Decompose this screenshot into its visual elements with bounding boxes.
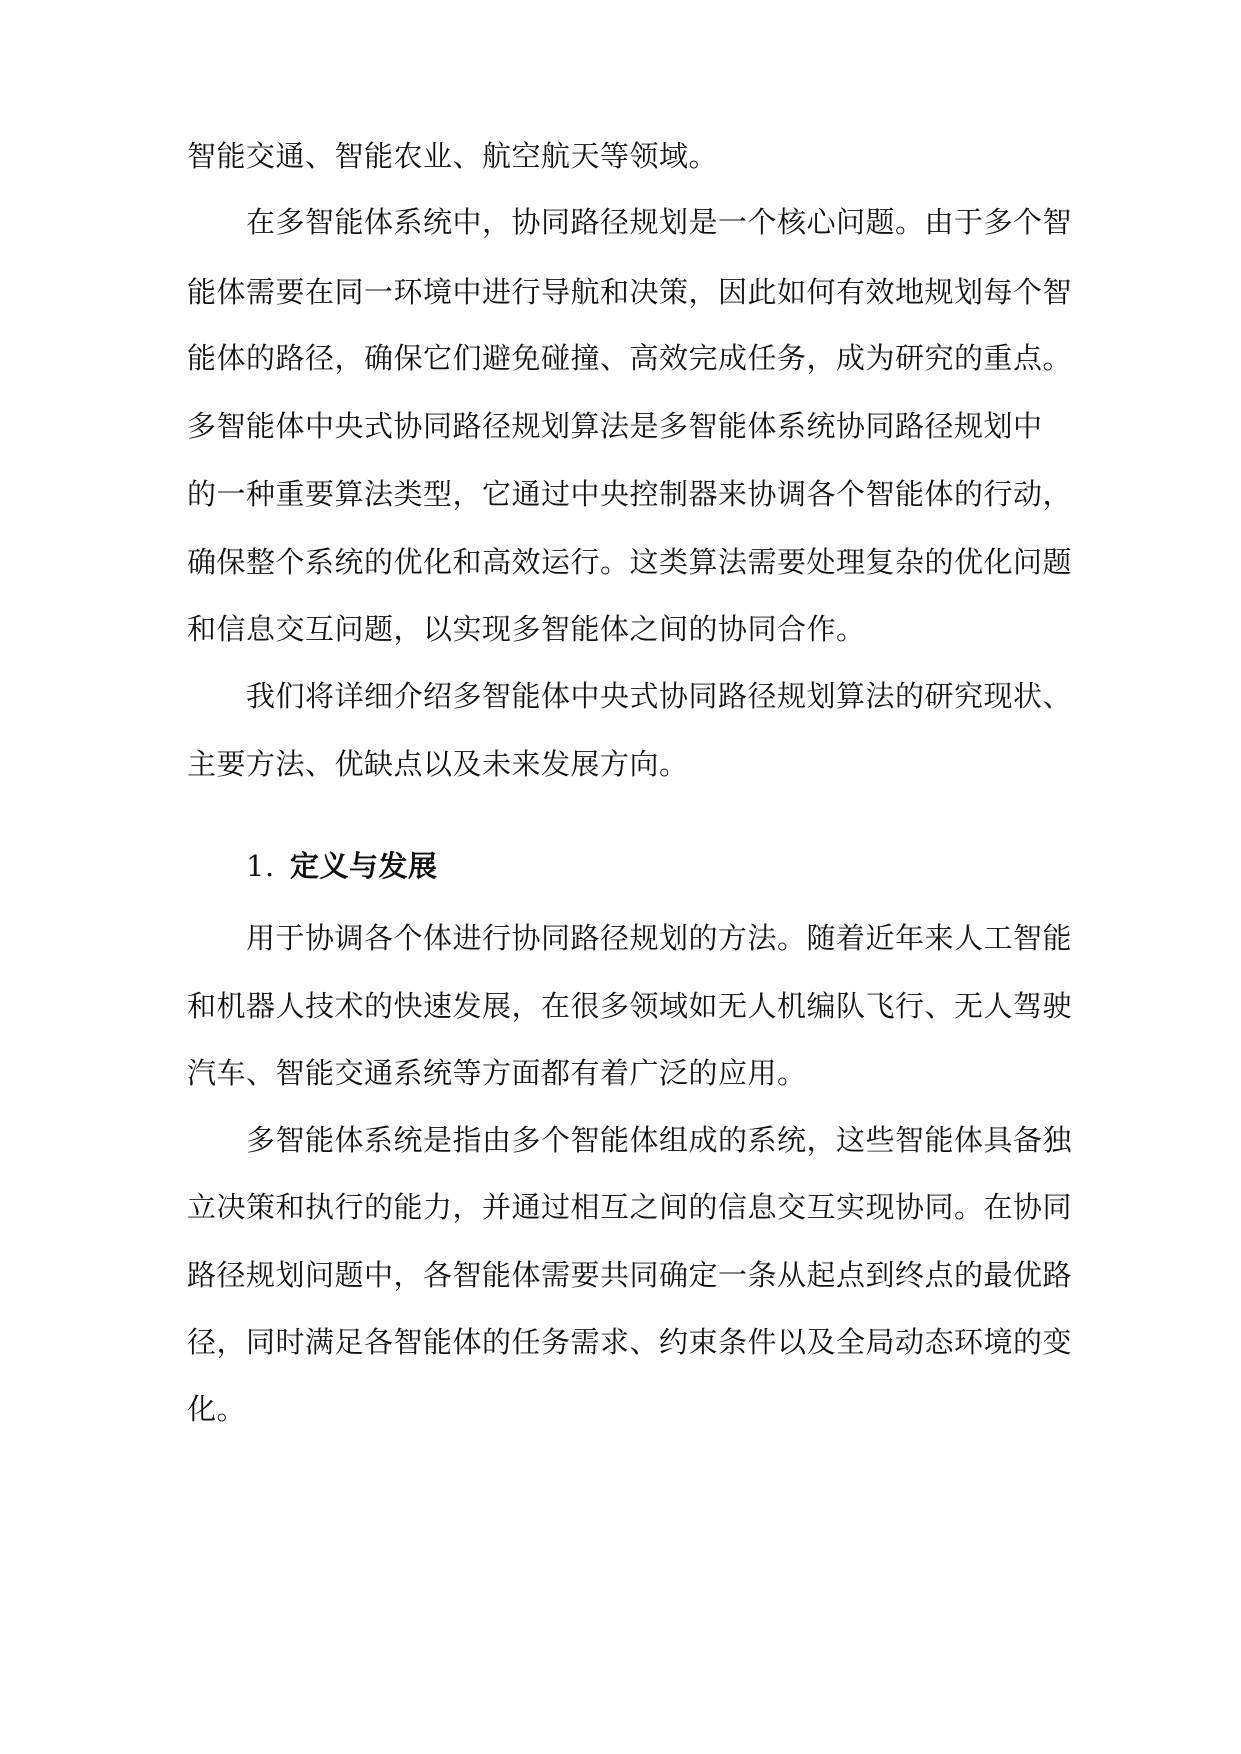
text-line: 多智能体中央式协同路径规划算法是多智能体系统协同路径规划中	[187, 409, 1043, 443]
text-line: 化。	[187, 1392, 247, 1426]
text-line: 路径规划问题中，各智能体需要共同确定一条从起点到终点的最优路	[187, 1258, 1073, 1292]
text-line: 汽车、智能交通系统等方面都有着广泛的应用。	[187, 1056, 807, 1090]
text-line: 确保整个系统的优化和高效运行。这类算法需要处理复杂的优化问题	[187, 545, 1073, 579]
paragraph-first-line: 我们将详细介绍多智能体中央式协同路径规划算法的研究现状、	[246, 679, 1073, 713]
paragraph-first-line: 用于协调各个体进行协同路径规划的方法。随着近年来人工智能	[246, 921, 1073, 955]
paragraph-first-line: 多智能体系统是指由多个智能体组成的系统，这些智能体具备独	[246, 1123, 1073, 1157]
text-line: 和信息交互问题，以实现多智能体之间的协同合作。	[187, 612, 866, 646]
text-line: 能体的路径，确保它们避免碰撞、高效完成任务，成为研究的重点。	[187, 341, 1073, 375]
text-line: 主要方法、优缺点以及未来发展方向。	[187, 747, 689, 781]
section-number: 1.	[246, 849, 275, 883]
section-heading	[246, 846, 438, 886]
paragraph-first-line: 在多智能体系统中，协同路径规划是一个核心问题。由于多个智	[246, 205, 1073, 239]
text-line: 的一种重要算法类型，它通过中央控制器来协调各个智能体的行动，	[187, 477, 1073, 511]
text-line: 和机器人技术的快速发展，在很多领域如无人机编队飞行、无人驾驶	[187, 989, 1073, 1023]
text-line: 能体需要在同一环境中进行导航和决策，因此如何有效地规划每个智	[187, 275, 1073, 309]
text-line: 智能交通、智能农业、航空航天等领域。	[187, 139, 719, 173]
text-line: 立决策和执行的能力，并通过相互之间的信息交互实现协同。在协同	[187, 1190, 1073, 1224]
text-line: 径，同时满足各智能体的任务需求、约束条件以及全局动态环境的变	[187, 1325, 1073, 1359]
section-title: 定义与发展	[290, 849, 438, 883]
